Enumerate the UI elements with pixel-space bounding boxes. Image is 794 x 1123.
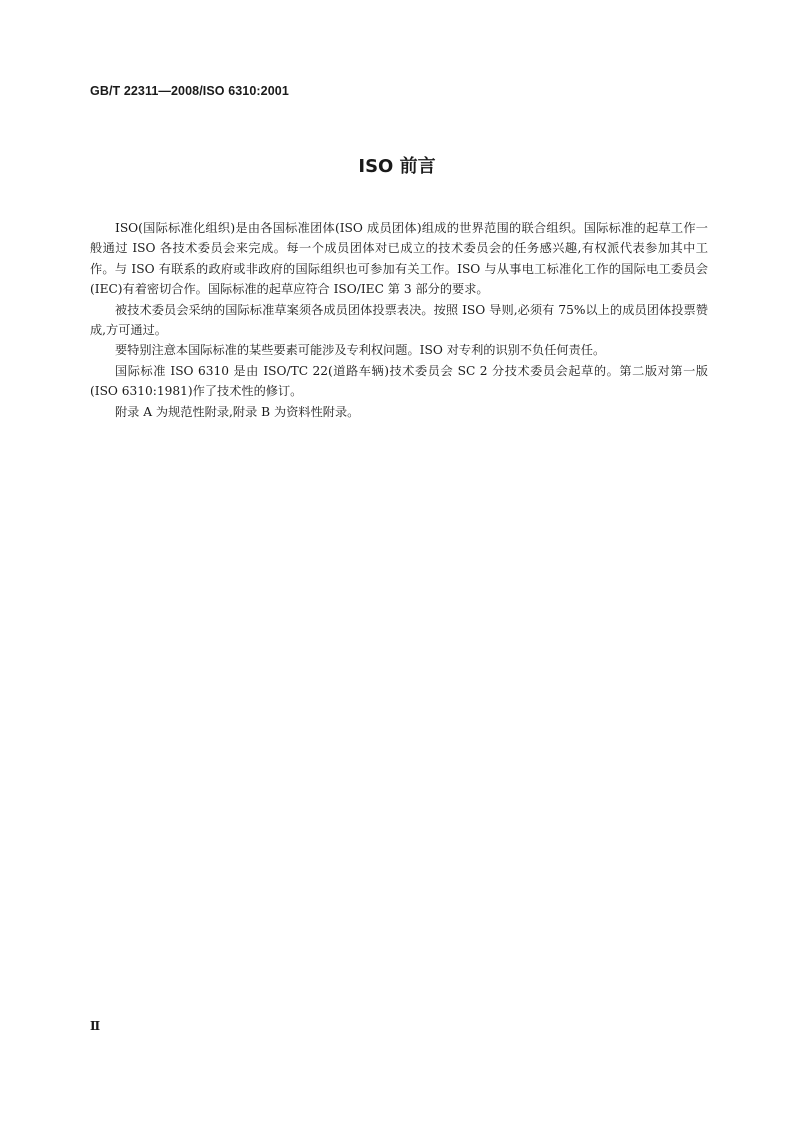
paragraph-patent-notice: 要特别注意本国际标准的某些要素可能涉及专利权问题。ISO 对专利的识别不负任何责任。: [115, 343, 606, 358]
paragraph-revision-history: 国际标准 ISO 6310 是由 ISO/TC 22(道路车辆)技术委员会 SC 2 分技术委员会起草的。第二版对第一版(ISO 6310:1981)作了技术性的修订。: [90, 363, 708, 399]
document-code-header: GB/T 22311—2008/ISO 6310:2001: [90, 84, 289, 98]
page-number: Ⅱ: [90, 1019, 101, 1033]
paragraph-voting: 被技术委员会采纳的国际标准草案须各成员团体投票表决。按照 ISO 导则,必须有 75%以上的成员团体投票赞成,方可通过。: [90, 302, 708, 338]
paragraph-annexes: 附录 A 为规范性附录,附录 B 为资料性附录。: [115, 404, 360, 419]
foreword-body: [90, 218, 708, 422]
page-title: ISO 前言: [358, 156, 436, 177]
paragraph-iso-organization: ISO(国际标准化组织)是由各国标准团体(ISO 成员团体)组成的世界范围的联合组织。国际标准的起草工作一般通过 ISO 各技术委员会来完成。每一个成员团体对已成立的技术委员会的任务感兴趣,有权派代表参加其中工作。与 ISO 有联系的政府或非政府的国际组织也可参加有关工作。ISO 与从事电工标准化工作的国际电工委员会(IEC)有着密切合作。国际标准的起草应符合 ISO/IEC 第 3 部分的要求。: [90, 221, 708, 297]
